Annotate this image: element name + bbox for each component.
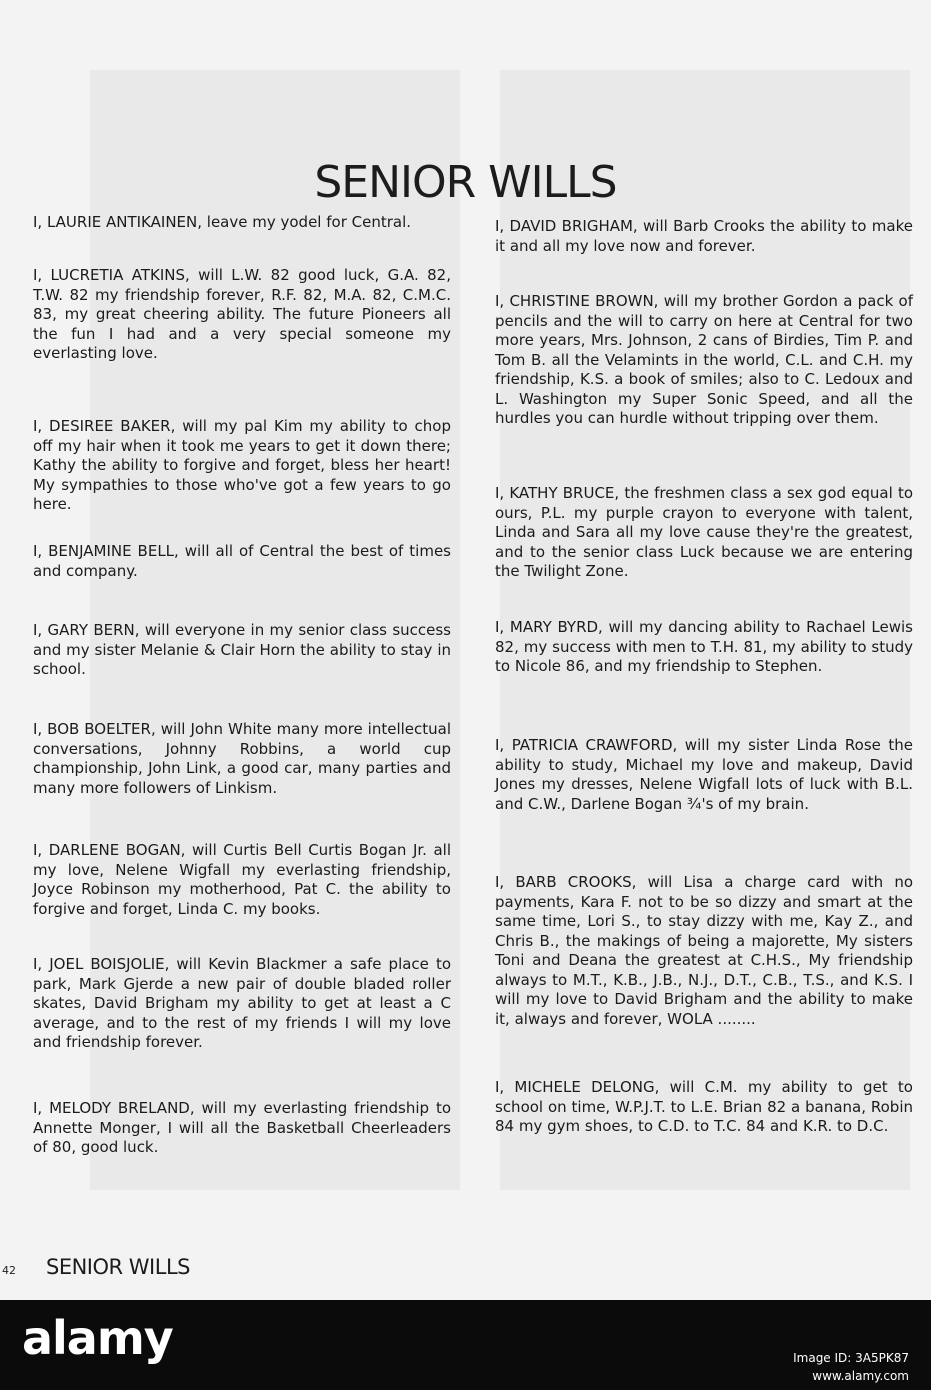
watermark-info: [793, 1349, 909, 1385]
will-entry: I, DARLENE BOGAN, will Curtis Bell Curtis Bogan Jr. all my love, Nelene Wigfall my everlasting friendship, Joyce Robinson my motherhood, Pat C. the ability to forgive and forget, Linda C. my books.: [33, 841, 451, 918]
will-entry: I, MELODY BRELAND, will my everlasting friendship to Annette Monger, I will all the Basketball Cheerleaders of 80, good luck.: [33, 1099, 451, 1156]
site-url: www.alamy.com: [812, 1369, 909, 1383]
will-entry: I, JOEL BOISJOLIE, will Kevin Blackmer a safe place to park, Mark Gjerde a new pair of double bladed roller skates, David Brigham my ability to get at least a C average, and to the rest of my friends I will my love and friendship forever.: [33, 955, 451, 1051]
will-entry: I, DAVID BRIGHAM, will Barb Crooks the ability to make it and all my love now and forever.: [495, 217, 913, 255]
will-entry: I, BOB BOELTER, will John White many more intellectual conversations, Johnny Robbins, a world cup championship, John Link, a good car, many parties and many more followers of Linkism.: [33, 720, 451, 797]
will-entry: I, GARY BERN, will everyone in my senior class success and my sister Melanie & Clair Horn the ability to stay in school.: [33, 621, 451, 678]
footer-section-title: SENIOR WILLS: [46, 1255, 190, 1279]
watermark-logo: alamy: [22, 1311, 173, 1365]
will-entry: I, BARB CROOKS, will Lisa a charge card with no payments, Kara F. not to be so dizzy and smart at the same time, Lori S., to stay dizzy with me, Kay Z., and Chris B., the makings of being a majorette, My sisters Toni and Deana the greatest at C.H.S., My friendship always to M.T., K.B., J.B., N.J., D.T., C.B., T.S., and K.S. I will my love to David Brigham and the ability to make it, always and forever, WOLA ........: [495, 873, 913, 1028]
will-entry: I, LUCRETIA ATKINS, will L.W. 82 good luck, G.A. 82, T.W. 82 my friendship forever, R.F. 82, M.A. 82, C.M.C. 83, my great cheering ability. The future Pioneers all the fun I had and a very special someone my everlasting love.: [33, 266, 451, 362]
will-entry: I, PATRICIA CRAWFORD, will my sister Linda Rose the ability to study, Michael my love and makeup, David Jones my dresses, Nelene Wigfall lots of luck with B.L. and C.W., Darlene Bogan ¾'s of my brain.: [495, 736, 913, 813]
image-id-label: Image ID: 3A5PK87: [793, 1351, 909, 1365]
page-number: 42: [2, 1264, 16, 1277]
will-entry: I, BENJAMINE BELL, will all of Central the best of times and company.: [33, 542, 451, 580]
will-entry: I, KATHY BRUCE, the freshmen class a sex god equal to ours, P.L. my purple crayon to everyone with talent, Linda and Sara all my love cause they're the greatest, and to the senior class Luck because we are entering the Twilight Zone.: [495, 484, 913, 580]
will-entry: I, LAURIE ANTIKAINEN, leave my yodel for Central.: [33, 213, 412, 231]
will-entry: I, MARY BYRD, will my dancing ability to Rachael Lewis 82, my success with men to T.H. 81, my ability to study to Nicole 86, and my friendship to Stephen.: [495, 618, 913, 675]
page-title: SENIOR WILLS: [314, 157, 617, 209]
will-entry: I, DESIREE BAKER, will my pal Kim my ability to chop off my hair when it took me years to get it down there; Kathy the ability to forgive and forget, bless her heart! My sympathies to those who've got a few years to go here.: [33, 417, 451, 513]
will-entry: I, CHRISTINE BROWN, will my brother Gordon a pack of pencils and the will to carry on here at Central for two more years, Mrs. Johnson, 2 cans of Birdies, Tim P. and Tom B. all the Velamints in the world, C.L. and C.H. my friendship, K.S. a book of smiles; also to C. Ledoux and L. Washington my Super Sonic Speed, and all the hurdles you can hurdle without tripping over them.: [495, 292, 913, 427]
will-entry: I, MICHELE DELONG, will C.M. my ability to get to school on time, W.P.J.T. to L.E. Brian 82 a banana, Robin 84 my gym shoes, to C.D. to T.C. 84 and K.R. to D.C.: [495, 1078, 913, 1135]
